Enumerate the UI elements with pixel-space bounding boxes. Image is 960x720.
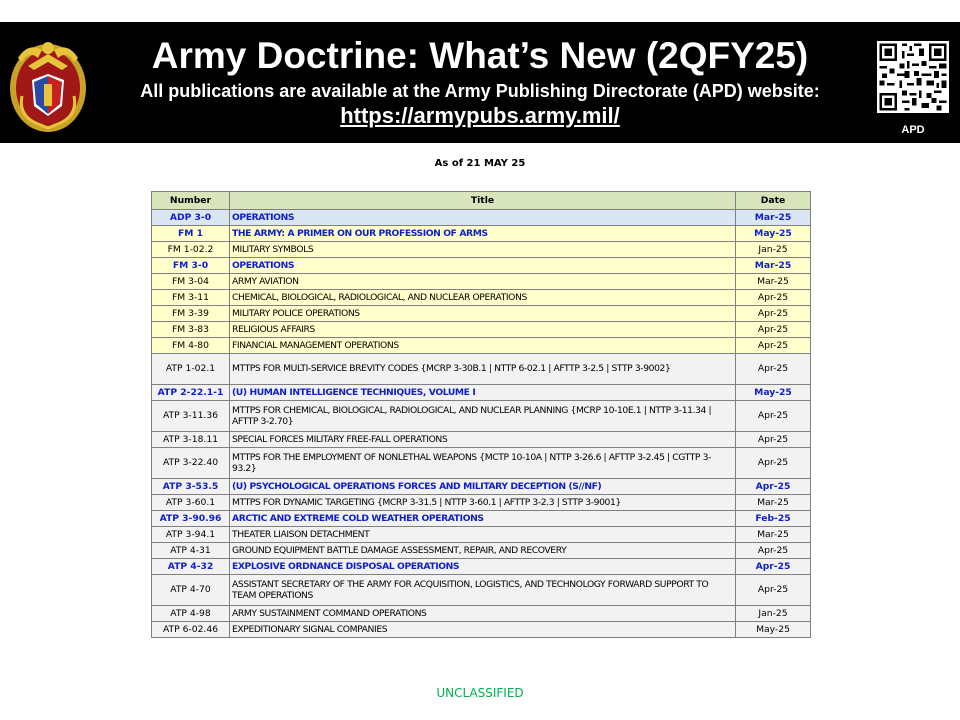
table-row [152, 242, 811, 258]
publication-number: FM 3-0 [152, 258, 230, 274]
table-row [152, 385, 811, 401]
publication-date: Mar-25 [736, 274, 811, 290]
publication-number: ATP 2-22.1-1 [152, 385, 230, 401]
header-number: Number [152, 192, 230, 210]
table-row [152, 559, 811, 575]
publication-title: CHEMICAL, BIOLOGICAL, RADIOLOGICAL, AND NUCLEAR OPERATIONS [230, 290, 736, 306]
publication-title: ARMY SUSTAINMENT COMMAND OPERATIONS [230, 606, 736, 622]
publication-title: EXPLOSIVE ORDNANCE DISPOSAL OPERATIONS [230, 559, 736, 575]
page-subtitle: All publications are available at the Army Publishing Directorate (APD) website: [140, 81, 820, 101]
table-row [152, 338, 811, 354]
publication-date: Mar-25 [736, 258, 811, 274]
publication-title: GROUND EQUIPMENT BATTLE DAMAGE ASSESSMENT, REPAIR, AND RECOVERY [230, 543, 736, 559]
publication-title: MTTPS FOR CHEMICAL, BIOLOGICAL, RADIOLOGICAL, AND NUCLEAR PLANNING {MCRP 10-10E.1 | NTTP 3-11.34 | AFTTP 3-2.70} [230, 401, 736, 432]
classification-footer: UNCLASSIFIED [436, 686, 524, 700]
publication-date: Feb-25 [736, 511, 811, 527]
publication-date: Apr-25 [736, 354, 811, 385]
publication-date: Apr-25 [736, 479, 811, 495]
publication-title: MILITARY SYMBOLS [230, 242, 736, 258]
table-row [152, 511, 811, 527]
publication-title: EXPEDITIONARY SIGNAL COMPANIES [230, 622, 736, 638]
publication-title: FINANCIAL MANAGEMENT OPERATIONS [230, 338, 736, 354]
publication-date: Apr-25 [736, 432, 811, 448]
publication-date: Jan-25 [736, 242, 811, 258]
publication-title: ASSISTANT SECRETARY OF THE ARMY FOR ACQUISITION, LOGISTICS, AND TECHNOLOGY FORWARD SUPPORT TO TEAM OPERATIONS [230, 575, 736, 606]
publication-title: OPERATIONS [230, 258, 736, 274]
publication-title: ARCTIC AND EXTREME COLD WEATHER OPERATIONS [230, 511, 736, 527]
table-row [152, 448, 811, 479]
publication-title: (U) HUMAN INTELLIGENCE TECHNIQUES, VOLUME I [230, 385, 736, 401]
publication-title: RELIGIOUS AFFAIRS [230, 322, 736, 338]
table-row [152, 354, 811, 385]
publication-number: ATP 3-18.11 [152, 432, 230, 448]
publication-date: Mar-25 [736, 495, 811, 511]
table-header-row [152, 192, 811, 210]
table-row [152, 479, 811, 495]
publication-number: FM 4-80 [152, 338, 230, 354]
table-row [152, 258, 811, 274]
publication-number: ATP 3-53.5 [152, 479, 230, 495]
header-banner [0, 22, 960, 143]
header-date: Date [736, 192, 811, 210]
publication-number: ATP 3-11.36 [152, 401, 230, 432]
table-row [152, 401, 811, 432]
publication-title: MTTPS FOR DYNAMIC TARGETING {MCRP 3-31.5 | NTTP 3-60.1 | AFTTP 3-2.3 | STTP 3-9001} [230, 495, 736, 511]
publication-number: FM 3-11 [152, 290, 230, 306]
publication-number: FM 3-83 [152, 322, 230, 338]
as-of-date: As of 21 MAY 25 [434, 158, 526, 169]
publication-number: ATP 4-32 [152, 559, 230, 575]
publication-date: Apr-25 [736, 306, 811, 322]
table-row [152, 210, 811, 226]
apd-website-link[interactable]: https://armypubs.army.mil/ [340, 103, 620, 128]
table-row [152, 306, 811, 322]
publication-date: Apr-25 [736, 559, 811, 575]
publication-number: ATP 6-02.46 [152, 622, 230, 638]
table-row [152, 274, 811, 290]
publication-date: Apr-25 [736, 322, 811, 338]
publication-title: OPERATIONS [230, 210, 736, 226]
table-row [152, 322, 811, 338]
publication-date: Apr-25 [736, 543, 811, 559]
publication-number: ATP 4-70 [152, 575, 230, 606]
publication-date: Apr-25 [736, 338, 811, 354]
publication-number: ADP 3-0 [152, 210, 230, 226]
publication-number: ATP 3-90.96 [152, 511, 230, 527]
publication-date: May-25 [736, 385, 811, 401]
publication-date: Jan-25 [736, 606, 811, 622]
publication-date: Apr-25 [736, 401, 811, 432]
table-row [152, 606, 811, 622]
army-seal-logo [8, 36, 88, 134]
publications-table [151, 191, 811, 638]
publication-date: May-25 [736, 622, 811, 638]
publication-number: ATP 3-60.1 [152, 495, 230, 511]
publication-date: Apr-25 [736, 448, 811, 479]
publication-title: THE ARMY: A PRIMER ON OUR PROFESSION OF ARMS [230, 226, 736, 242]
page-title: Army Doctrine: What’s New (2QFY25) [151, 35, 809, 76]
qr-label: APD [901, 124, 925, 136]
publication-date: Mar-25 [736, 527, 811, 543]
table-row [152, 543, 811, 559]
publication-date: May-25 [736, 226, 811, 242]
publication-number: FM 1-02.2 [152, 242, 230, 258]
publication-number: ATP 4-98 [152, 606, 230, 622]
publication-title: MILITARY POLICE OPERATIONS [230, 306, 736, 322]
publication-date: Apr-25 [736, 290, 811, 306]
publication-number: ATP 1-02.1 [152, 354, 230, 385]
publication-date: Mar-25 [736, 210, 811, 226]
publication-number: ATP 3-94.1 [152, 527, 230, 543]
table-row [152, 226, 811, 242]
publication-number: FM 3-39 [152, 306, 230, 322]
publication-title: THEATER LIAISON DETACHMENT [230, 527, 736, 543]
table-row [152, 290, 811, 306]
publication-number: FM 1 [152, 226, 230, 242]
publication-number: FM 3-04 [152, 274, 230, 290]
publication-title: SPECIAL FORCES MILITARY FREE-FALL OPERATIONS [230, 432, 736, 448]
publication-date: Apr-25 [736, 575, 811, 606]
table-row [152, 622, 811, 638]
table-row [152, 575, 811, 606]
publication-title: (U) PSYCHOLOGICAL OPERATIONS FORCES AND MILITARY DECEPTION (S//NF) [230, 479, 736, 495]
qr-code-icon[interactable] [877, 41, 949, 113]
table-row [152, 432, 811, 448]
publication-title: ARMY AVIATION [230, 274, 736, 290]
header-title: Title [230, 192, 736, 210]
publication-number: ATP 3-22.40 [152, 448, 230, 479]
table-body [152, 210, 811, 638]
publication-number: ATP 4-31 [152, 543, 230, 559]
table-row [152, 527, 811, 543]
table-row [152, 495, 811, 511]
publication-title: MTTPS FOR THE EMPLOYMENT OF NONLETHAL WEAPONS {MCTP 10-10A | NTTP 3-26.6 | AFTTP 3-2.45 | CGTTP 3-93.2} [230, 448, 736, 479]
publication-title: MTTPS FOR MULTI-SERVICE BREVITY CODES {MCRP 3-30B.1 | NTTP 6-02.1 | AFTTP 3-2.5 | STTP 3-9002} [230, 354, 736, 385]
